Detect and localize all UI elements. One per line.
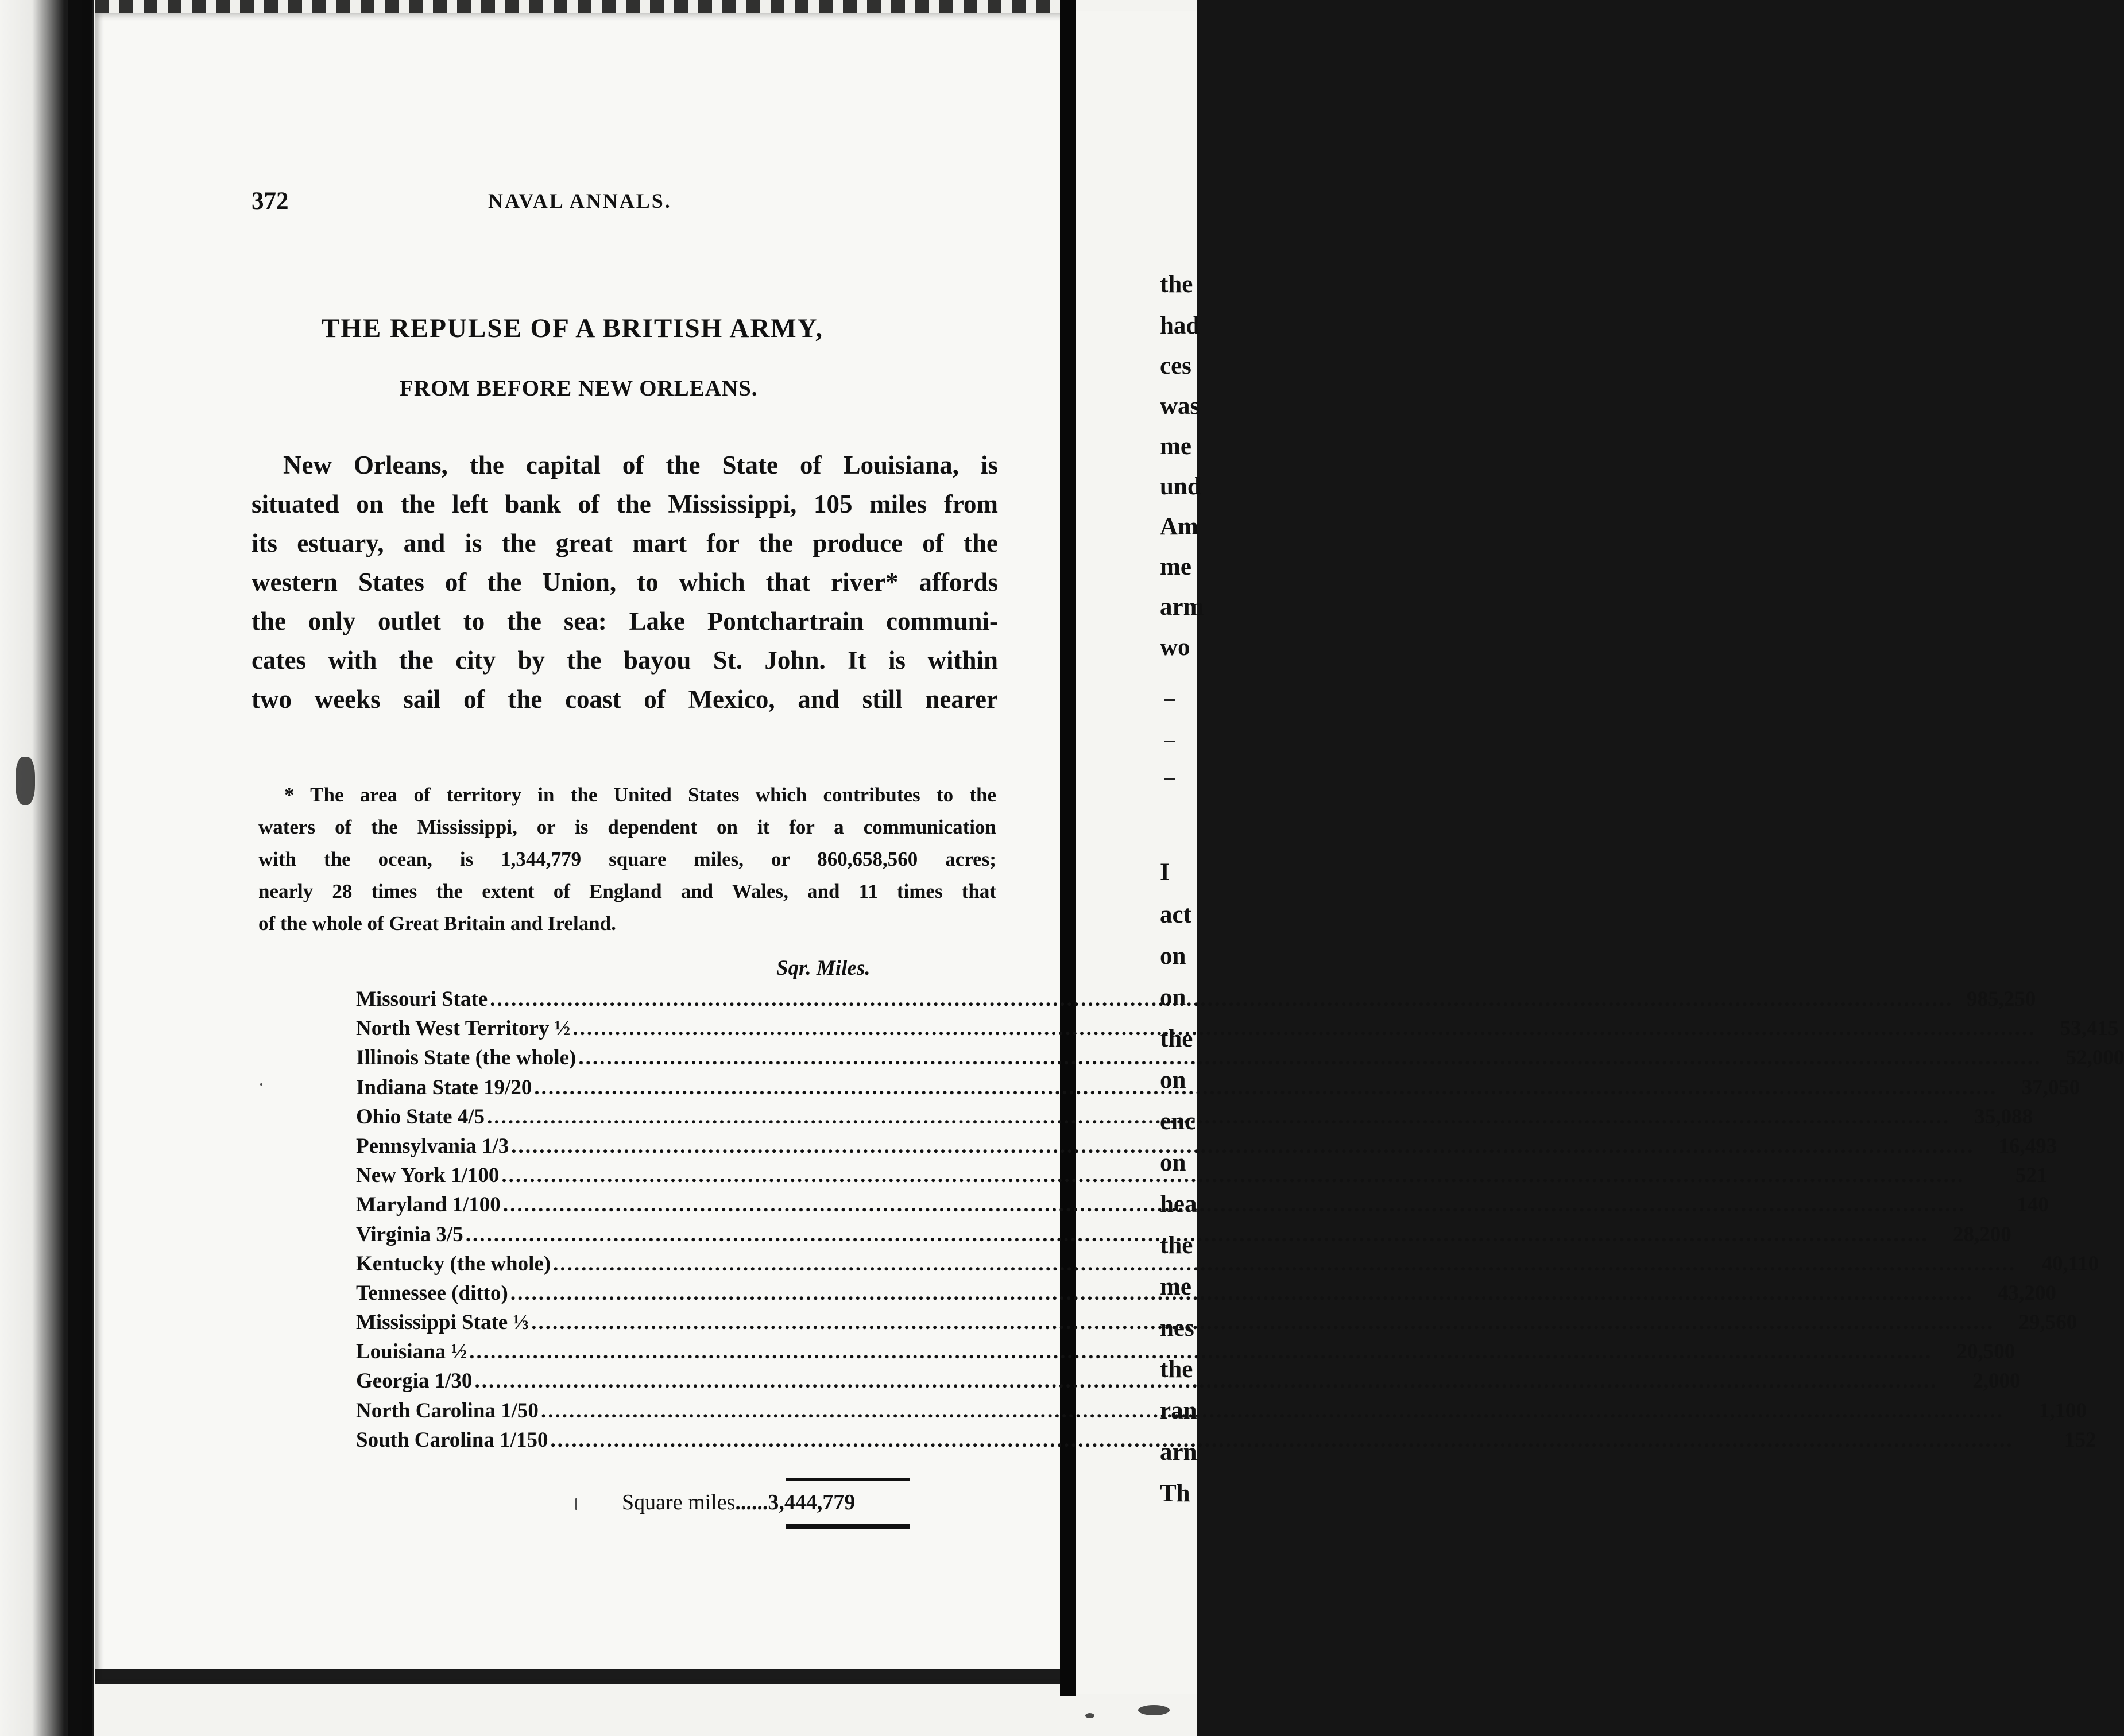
article-subtitle: FROM BEFORE NEW ORLEANS.: [400, 376, 758, 401]
footnote-line: of the whole of Great Britain and Ireland.: [258, 912, 616, 935]
scan-speck: [1138, 1705, 1170, 1715]
facing-page-line: nes: [1160, 1315, 1194, 1342]
body-line: its estuary, and is the great mart for the produce of the: [252, 529, 998, 557]
square-miles-value: 521: [2015, 1164, 2048, 1188]
table-row: [356, 1164, 2048, 1194]
table-row: [356, 1251, 2099, 1282]
footnote-line: * The area of territory in the United States which contributes to the: [284, 784, 996, 806]
square-miles-value: 2,000: [1972, 1369, 2021, 1393]
square-miles-value: 43,200: [1998, 1281, 2056, 1305]
facing-page-line: und: [1160, 473, 1201, 500]
body-line: western States of the Union, to which that river* affords: [252, 568, 998, 596]
small-scan-mark: [1164, 699, 1175, 701]
state-name: Missouri State: [356, 987, 488, 1011]
bottom-scan-border: [95, 1669, 1066, 1684]
state-name: Kentucky (the whole): [356, 1251, 551, 1276]
square-miles-value: 52,000: [2065, 1046, 2124, 1070]
page-number: 372: [252, 188, 289, 215]
facing-page-line: ces: [1160, 352, 1191, 379]
scan-speck: [575, 1498, 577, 1510]
state-name: North Carolina 1/50: [356, 1398, 539, 1423]
facing-page-line: the: [1160, 1356, 1193, 1383]
facing-page-line: enc: [1160, 1108, 1196, 1135]
running-head: NAVAL ANNALS.: [488, 189, 672, 212]
facing-page-line: hea: [1160, 1191, 1197, 1218]
double-rule: [786, 1524, 910, 1529]
leader-dots: [469, 1341, 1932, 1362]
leader-dots: [511, 1136, 1974, 1157]
square-miles-value: 140: [2017, 1193, 2049, 1217]
leader-dots: [541, 1397, 2004, 1424]
leader-dots: [531, 1312, 1994, 1333]
small-scan-mark: [1164, 741, 1175, 742]
square-miles-value: 40,110: [2041, 1251, 2099, 1276]
article-title: THE REPULSE OF A BRITISH ARMY,: [322, 313, 824, 343]
state-name: Tennessee (ditto): [356, 1281, 508, 1305]
total-value: 3,444,779: [768, 1490, 856, 1514]
body-line: two weeks sail of the coast of Mexico, and still nearer: [252, 685, 998, 714]
leader-dots: [503, 1191, 1966, 1218]
square-miles-value: 37,050: [2021, 1075, 2080, 1099]
facing-page-line: me: [1160, 553, 1191, 580]
facing-page-line: Am: [1160, 513, 1198, 540]
left-dark-edge: [68, 0, 94, 1736]
scan-speck: [1085, 1713, 1094, 1718]
state-name: New York 1/100: [356, 1164, 500, 1188]
scan-speck: [16, 757, 35, 805]
state-name: Ohio State 4/5: [356, 1105, 485, 1129]
square-miles-value: 1,100: [2038, 1398, 2087, 1423]
state-name: Mississippi State ⅓: [356, 1311, 529, 1335]
facing-page-line: was: [1160, 393, 1200, 420]
facing-page-line: Th: [1160, 1480, 1190, 1507]
state-name: Indiana State 19/20: [356, 1075, 532, 1099]
facing-page-line: the: [1160, 271, 1193, 298]
leader-dots: [510, 1282, 1974, 1304]
facing-page-line: had: [1160, 312, 1200, 339]
leader-dots: [572, 1018, 2036, 1039]
facing-page-line: arm: [1160, 594, 1204, 621]
leader-dots: [550, 1429, 2013, 1451]
square-miles-value: 985,250: [1966, 987, 2036, 1011]
square-miles-column-header: Sqr. Miles.: [776, 956, 871, 980]
total-line: [622, 1490, 855, 1515]
square-miles-value: 20,500: [1956, 1340, 2015, 1364]
facing-page-line: on: [1160, 1149, 1186, 1176]
footnote-line: waters of the Mississippi, or is dependent on it for a communication: [258, 816, 996, 838]
state-name: North West Territory ½: [356, 1017, 571, 1041]
square-miles-value: 28,200: [1952, 1222, 2011, 1246]
square-miles-value: 35,088: [1974, 1105, 2033, 1129]
facing-page-line: on: [1160, 984, 1186, 1011]
small-scan-mark: [1164, 778, 1175, 780]
facing-page-line: the: [1160, 1025, 1193, 1052]
facing-page-line: me: [1160, 433, 1191, 460]
leader-dots: [578, 1047, 2041, 1068]
facing-page-line: ran: [1160, 1397, 1197, 1424]
square-miles-value: 16,493: [1998, 1134, 2057, 1158]
leader-dots: [534, 1077, 1997, 1098]
total-label: Square miles: [622, 1490, 736, 1514]
leader-dots: [490, 989, 1953, 1010]
state-name: South Carolina 1/150: [356, 1428, 548, 1452]
top-scan-border: [95, 0, 1066, 13]
total-rule: [786, 1478, 910, 1481]
facing-page-line: wo: [1160, 634, 1190, 661]
footnote-line: with the ocean, is 1,344,779 square miles, or 860,658,560 acres;: [258, 848, 996, 870]
state-name: Georgia 1/30: [356, 1369, 473, 1393]
table-row: [356, 1046, 2124, 1076]
state-name: Louisiana ½: [356, 1340, 467, 1364]
scan-speck: [260, 1083, 262, 1086]
leader-dots: [487, 1106, 1950, 1127]
state-name: Pennsylvania 1/3: [356, 1134, 509, 1158]
state-name: Virginia 3/5: [356, 1222, 463, 1246]
facing-page-line: act: [1160, 901, 1191, 928]
footnote-line: nearly 28 times the extent of England and Wales, and 11 times that: [258, 880, 996, 902]
body-line: New Orleans, the capital of the State of Louisiana, is: [283, 451, 998, 479]
facing-page-line: I: [1160, 859, 1170, 886]
body-line: the only outlet to the sea: Lake Pontchartrain communi-: [252, 607, 998, 636]
total-leader-dots: ......: [735, 1490, 768, 1514]
body-line: cates with the city by the bayou St. John. It is within: [252, 646, 998, 675]
leader-dots: [474, 1370, 1937, 1392]
facing-page-line: on: [1160, 1067, 1186, 1094]
square-miles-value: 29,560: [2018, 1311, 2077, 1335]
facing-page-line: on: [1160, 943, 1186, 970]
facing-page-line: me: [1160, 1273, 1191, 1300]
square-miles-value: 152: [2064, 1428, 2096, 1452]
facing-page-line: the: [1160, 1232, 1193, 1259]
leader-dots: [466, 1224, 1929, 1245]
state-name: Maryland 1/100: [356, 1193, 501, 1217]
leader-dots: [501, 1165, 1964, 1186]
body-line: situated on the left bank of the Mississippi, 105 miles from: [252, 490, 998, 518]
leader-dots: [553, 1253, 2016, 1274]
square-miles-value: 53,415: [2060, 1017, 2119, 1041]
facing-page-line: arn: [1160, 1439, 1197, 1466]
state-name: Illinois State (the whole): [356, 1046, 577, 1070]
